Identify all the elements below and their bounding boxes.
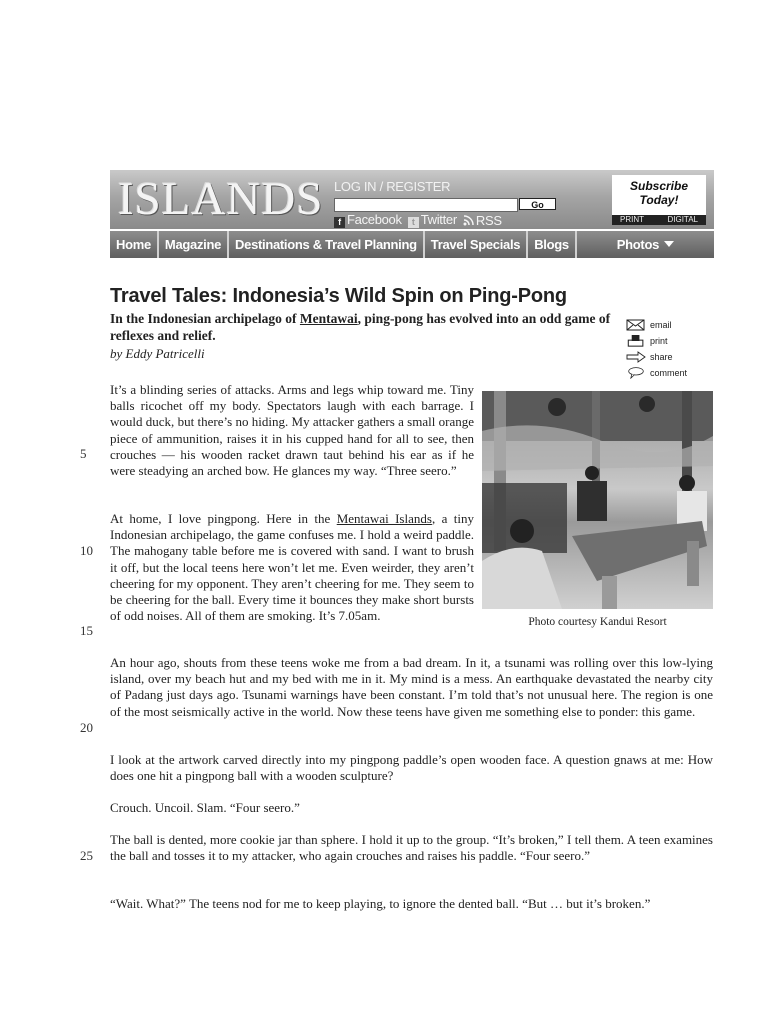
line-number: 5 [80,446,87,461]
nav-blogs[interactable]: Blogs [528,231,577,258]
share-tool[interactable]: share [626,349,687,365]
site-header [110,170,714,229]
rss-icon [463,215,474,226]
rss-link[interactable]: RSS [463,213,502,228]
line-number: 10 [80,543,93,558]
paragraph-5: Crouch. Uncoil. Slam. “Four seero.” [110,800,300,815]
subscribe-print[interactable]: PRINT [620,215,644,224]
login-register-link[interactable]: LOG IN / REGISTER [334,179,451,194]
twitter-link[interactable]: t Twitter [408,212,457,228]
subscribe-options [612,215,706,225]
paragraph-7: “Wait. What?” The teens nod for me to keep playing, to ignore the dented ball. “But … but it’s broken.” [110,896,651,911]
mentawai-link[interactable]: Mentawai [299,311,358,326]
paragraph-3: An hour ago, shouts from these teens woke me from a bad dream. In it, a tsunami was rolling over this low-lying island, over my beach hut and my bed with me in it. My mind is a mess. An earthquake devastated the nearby city of Padang just days ago. Tsunami warnings have been constant. I’m told that’s not unusual here. The region is one of the most seismically active in the world. Now these teens have given me something else to ponder: this game. [110,655,713,719]
nav-magazine[interactable]: Magazine [159,231,229,258]
nav-photos[interactable]: Photos [577,231,714,258]
subscribe-button[interactable] [612,175,706,225]
search-go-button[interactable]: Go [519,198,556,210]
comment-icon [626,367,646,379]
subscribe-digital[interactable]: DIGITAL [667,215,698,224]
paragraph-4: I look at the artwork carved directly into my pingpong paddle’s open wooden face. A question gnaws at me: How does one hit a pingpong ball with a wooden sculpture? [110,752,713,784]
nav-home[interactable]: Home [110,231,159,258]
paragraph-2: At home, I love pingpong. Here in the Mentawai Islands, a tiny Indonesian archipelago, the game confuses me. I hold a weird paddle. The mahogany table before me is covered with sand. I want to brush it off, but the local teens here won’t let me. Even weirder, they aren’t cheering for my opponent. They aren’t cheering for me. They seem to be cheering for the ball. Every time it bounces they make short bursts of odd noises. All of them are smoking. It’s 7.05am. [110,511,474,624]
print-tool[interactable]: print [626,333,687,349]
mentawai-islands-link[interactable]: Mentawai Islands [336,511,432,526]
main-nav [110,231,714,258]
ping-pong-photo-illustration [482,391,713,609]
twitter-icon: t [408,217,419,228]
line-number: 15 [80,623,93,638]
share-icon [626,351,646,363]
social-links [334,212,502,228]
subscribe-line2: Today! [639,193,679,207]
site-logo[interactable]: ISLANDS [118,173,324,225]
line-number: 25 [80,848,93,863]
article-byline: by Eddy Patricelli [110,346,205,361]
email-icon [626,319,646,331]
email-tool[interactable]: email [626,317,687,333]
facebook-link[interactable]: f Facebook [334,212,402,228]
paragraph-6: The ball is dented, more cookie jar than sphere. I hold it up to the group. “It’s broken,” I tell them. A teen examines the ball and tosses it to my attacker, who again crouches and raises his paddle. “Four seero.” [110,832,713,864]
search-input[interactable] [334,198,518,212]
article-tools [626,317,687,381]
article-dek: In the Indonesian archipelago of Mentawai, ping-pong has evolved into an odd game of reflexes and relief. [110,311,611,343]
print-icon [626,335,646,347]
nav-travel-specials[interactable]: Travel Specials [425,231,528,258]
facebook-icon: f [334,217,345,228]
chevron-down-icon [664,241,674,247]
nav-destinations[interactable]: Destinations & Travel Planning [229,231,425,258]
comment-tool[interactable]: comment [626,365,687,381]
line-number: 20 [80,720,93,735]
paragraph-1: It’s a blinding series of attacks. Arms and legs whip toward me. Tiny balls ricochet off my body. Spectators laugh with each barrage. I would duck, but there’s no hiding. My attacker gathers a small orange piece of ammunition, raises it in his cupped hand for all to see, then crouches — his wooden racket drawn taut behind his ear as if he were steadying an arched bow. He glances my way. “Three seero.” [110,382,474,479]
article-photo [482,391,713,609]
article-title: Travel Tales: Indonesia’s Wild Spin on Ping-Pong [110,285,567,307]
photo-caption: Photo courtesy Kandui Resort [528,616,667,628]
subscribe-line1: Subscribe [629,179,689,193]
